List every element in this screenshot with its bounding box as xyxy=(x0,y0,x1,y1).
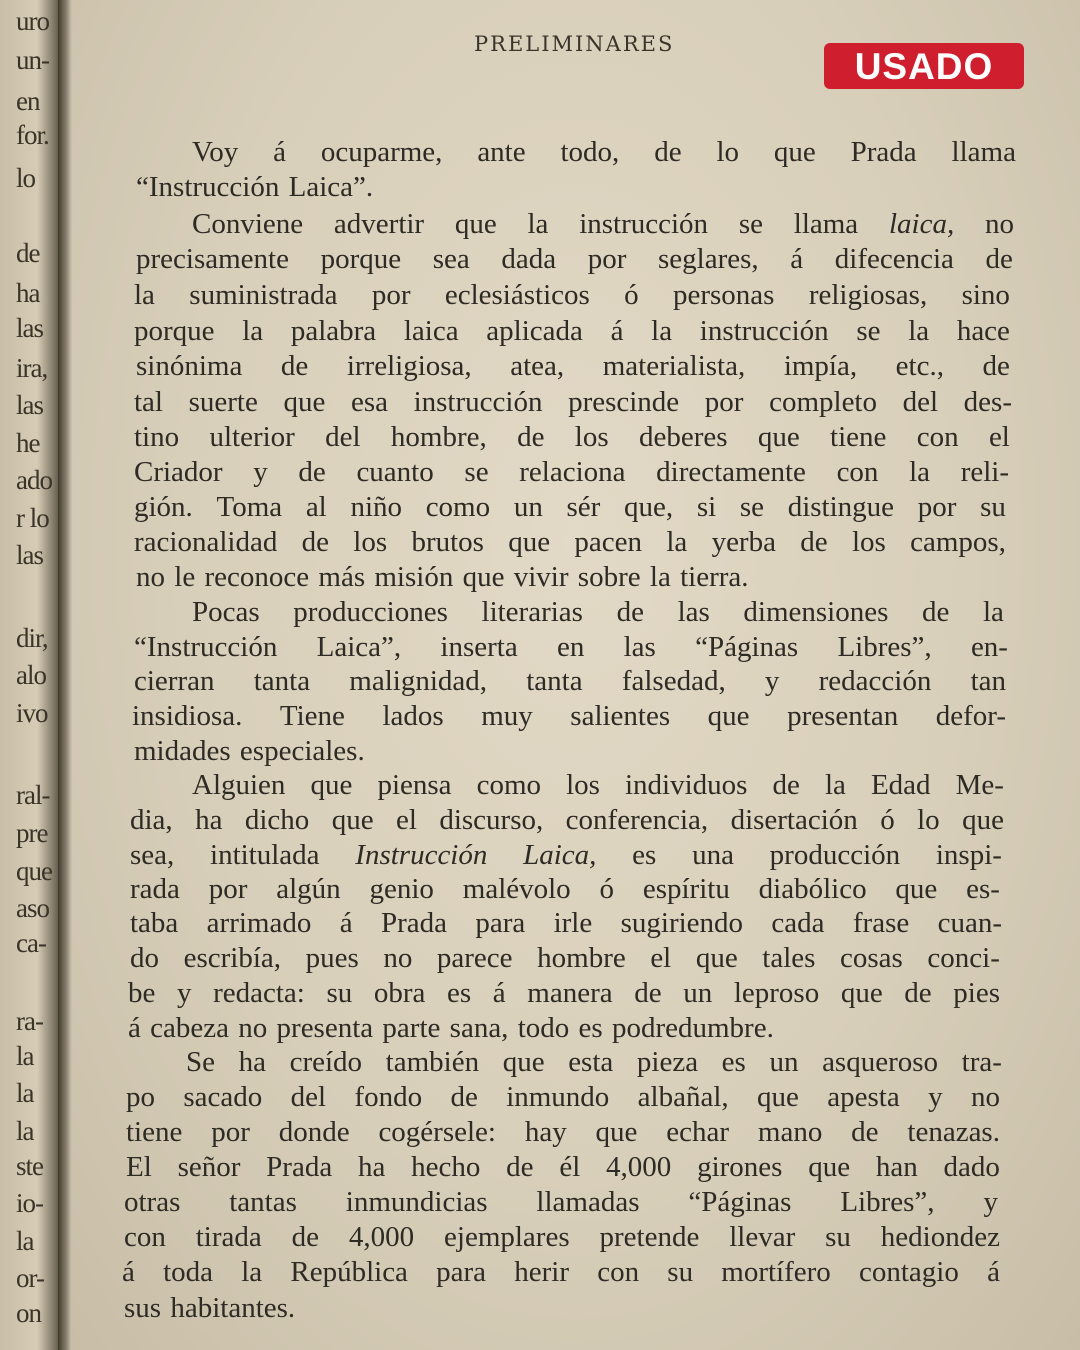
text-line: El señor Prada ha hecho de él 4,000 girones que han dado xyxy=(126,1151,1000,1183)
left-page-fragment: la xyxy=(16,1116,34,1146)
left-page-fragment: ra- xyxy=(16,1006,43,1036)
text-line: tiene por donde cogérsele: hay que echar mano de tenazas. xyxy=(126,1116,1000,1148)
text-line: porque la palabra laica aplicada á la instrucción se la hace xyxy=(134,315,1010,347)
running-head: PRELIMINARES xyxy=(474,32,675,56)
left-page-fragment: alo xyxy=(16,660,46,690)
text-line: sinónima de irreligiosa, atea, materialista, impía, etc., de xyxy=(136,350,1010,382)
text-line: tino ulterior del hombre, de los deberes que tiene con el xyxy=(134,421,1010,453)
text-line: Criador y de cuanto se relaciona directamente con la reli- xyxy=(134,456,1009,488)
text-line: be y redacta: su obra es á manera de un leproso que de pies xyxy=(128,977,1000,1009)
left-page-fragment: pre xyxy=(16,818,48,848)
left-page-fragment: or- xyxy=(16,1263,44,1293)
left-page-fragment: on xyxy=(16,1298,41,1328)
text-line: Se ha creído también que esta pieza es un asqueroso tra- xyxy=(186,1046,1002,1078)
text-line: tal suerte que esa instrucción prescinde por completo del des- xyxy=(134,386,1012,418)
left-page-fragment: la xyxy=(16,1226,34,1256)
text-line: Alguien que piensa como los individuos de la Edad Me- xyxy=(192,769,1004,801)
left-page-fragment: r lo xyxy=(16,503,49,533)
used-badge: USADO xyxy=(824,43,1024,89)
left-page-fragment: en xyxy=(16,86,40,116)
text-line: do escribía, pues no parece hombre el que tales cosas conci- xyxy=(130,942,1000,974)
left-page-fragment: uro xyxy=(16,6,49,36)
text-line: á toda la República para herir con su mortífero contagio á xyxy=(122,1256,1000,1288)
text-line: po sacado del fondo de inmundo albañal, que apesta y no xyxy=(126,1081,1000,1113)
left-page-fragment: la xyxy=(16,1078,34,1108)
text-line: rada por algún genio malévolo ó espíritu diabólico que es- xyxy=(130,873,1000,905)
text-line: sus habitantes. xyxy=(124,1292,296,1324)
text-line: Pocas producciones literarias de las dimensiones de la xyxy=(192,596,1004,628)
left-page-fragment: ivo xyxy=(16,698,48,728)
text-line: insidiosa. Tiene lados muy salientes que presentan defor- xyxy=(132,700,1006,732)
text-line: sea, intitulada Instrucción Laica, es una producción inspi- xyxy=(130,839,1002,871)
text-line: dia, ha dicho que el discurso, conferencia, disertación ó lo que xyxy=(130,804,1004,836)
left-page-fragment: que xyxy=(16,856,52,886)
left-page-fragment: dir, xyxy=(16,623,48,653)
left-page-fragment: un- xyxy=(16,45,49,75)
text-line: con tirada de 4,000 ejemplares pretende llevar su hediondez xyxy=(124,1221,1000,1253)
text-line: otras tantas inmundicias llamadas “Páginas Libres”, y xyxy=(124,1186,998,1218)
left-page-fragment: ira, xyxy=(16,353,48,383)
left-page-fragment: las xyxy=(16,540,43,570)
left-page-fragment: he xyxy=(16,428,40,458)
left-page-fragment: ha xyxy=(16,278,40,308)
left-page-edge xyxy=(0,0,62,1350)
left-page-fragment: la xyxy=(16,1041,34,1071)
text-line: cierran tanta malignidad, tanta falsedad, y redacción tan xyxy=(134,665,1006,697)
text-line: no le reconoce más misión que vivir sobre la tierra. xyxy=(136,561,749,593)
text-line: la suministrada por eclesiásticos ó personas religiosas, sino xyxy=(134,279,1010,311)
left-page-fragment: ste xyxy=(16,1151,43,1181)
text-line: precisamente porque sea dada por seglares, á difecencia de xyxy=(136,243,1013,275)
text-line: Voy á ocuparme, ante todo, de lo que Prada llama xyxy=(192,136,1016,168)
text-line: gión. Toma al niño como un sér que, si se distingue por su xyxy=(134,491,1006,523)
left-page-fragment: ca- xyxy=(16,928,46,958)
left-page-fragment: for. xyxy=(16,120,49,150)
left-page-fragment: las xyxy=(16,313,43,343)
left-page-fragment: ado xyxy=(16,465,52,495)
text-line: á cabeza no presenta parte sana, todo es podredumbre. xyxy=(128,1012,774,1044)
left-page-fragment: ral- xyxy=(16,780,50,810)
text-line: “Instrucción Laica”, inserta en las “Páginas Libres”, en- xyxy=(134,631,1008,663)
text-line: taba arrimado á Prada para irle sugiriendo cada frase cuan- xyxy=(130,907,1002,939)
text-line: Conviene advertir que la instrucción se llama laica, no xyxy=(192,208,1014,240)
text-line: racionalidad de los brutos que pacen la yerba de los campos, xyxy=(134,526,1006,558)
text-line: midades especiales. xyxy=(134,735,365,767)
left-page-fragment: io- xyxy=(16,1188,43,1218)
book-gutter xyxy=(58,0,72,1350)
left-page-fragment: lo xyxy=(16,163,36,193)
left-page-fragment: de xyxy=(16,238,40,268)
left-page-fragment: las xyxy=(16,390,43,420)
text-line: “Instrucción Laica”. xyxy=(136,171,374,203)
left-page-fragment: aso xyxy=(16,893,49,923)
